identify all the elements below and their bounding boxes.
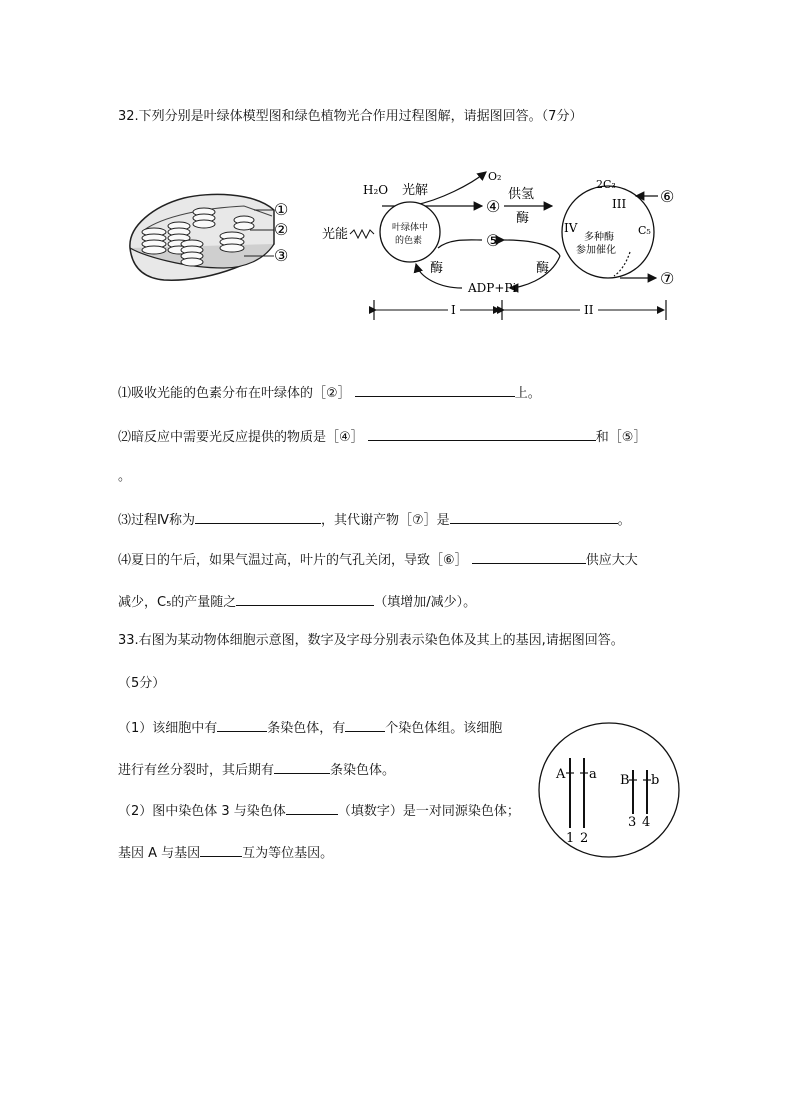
multi-enzyme-line2: 参加催化 [576,245,616,256]
c5-label: C₅ [638,224,651,237]
stage-2-label: II [584,303,594,317]
q32-sub3-blank-2[interactable] [450,509,618,524]
photolysis-label: 光解 [402,183,429,198]
q32-sub4-blank-2[interactable] [236,591,374,606]
chromosome-4-label: 4 [642,815,651,830]
gene-b-label: b [651,773,660,788]
q33-sub2-line2-end: 互为等位基因。 [242,846,334,861]
chromosome-1-label: 1 [566,831,575,846]
enzyme-label-1: 酶 [516,211,530,226]
q32-sub1-text: ⑴吸收光能的色素分布在叶绿体的［②］ [118,386,351,401]
q33-sub1-blank-1[interactable] [217,717,267,732]
pigment-label-line2: 的色素 [395,236,423,246]
product-4-label: ④ [486,197,501,216]
chromosome-2-label: 2 [580,831,589,846]
q33-score: （5分） [118,676,166,691]
o2-label: O₂ [488,170,502,183]
pigment-label-line1: 叶绿体中 [392,223,429,233]
enzyme-label-3: 酶 [536,261,550,276]
q32-title: 32.下列分别是叶绿体模型图和绿色植物光合作用过程图解，请据图回答。（7分） [118,109,583,124]
q33-sub2-line2-text: 基因 A 与基因 [118,846,201,861]
q32-sub4 [118,549,638,570]
q32-sub1-end: 上。 [514,386,541,401]
q32-sub2 [118,426,646,447]
q33-sub2 [118,800,520,821]
input-6-label: ⑥ [660,187,675,206]
q32-sub4-line2-end: （填增加/减少）。 [374,595,477,610]
enzyme-label-2: 酶 [430,261,444,276]
q33-sub1-line2-text: 进行有丝分裂时，其后期有 [118,763,275,778]
q33-sub2-text: （2）图中染色体 3 与染色体 [118,804,286,819]
q33-sub1-line2 [118,759,395,780]
q33-sub1-mid: 条染色体，有 [267,721,346,736]
q32-sub3-mid: ，其代谢产物［⑦］是 [321,513,450,528]
hydrogen-supply-label: 供氢 [508,187,535,202]
gene-a-label: a [589,767,597,782]
q32-sub4-line2-text: 减少，C₅的产量随之 [118,595,237,610]
q33-sub2-blank-1[interactable] [286,800,338,815]
q33-sub1-blank-2[interactable] [345,717,385,732]
multi-enzyme-line1: 多种酶 [584,232,614,243]
q32-sub2-text: ⑵暗反应中需要光反应提供的物质是［④］ [118,430,364,445]
q33-sub1-blank-3[interactable] [274,759,330,774]
q32-sub1-blank[interactable] [355,382,515,397]
q32-sub4-blank-1[interactable] [472,549,586,564]
chloroplast-label-3: ③ [274,246,289,265]
q33-title: 33.右图为某动物体细胞示意图，数字及字母分别表示染色体及其上的基因,请据图回答。 [118,633,624,648]
two-c3-label: 2C₃ [596,178,616,191]
adp-pi-label: ADP+Pi [468,281,517,295]
light-energy-label: 光能 [322,227,349,242]
q33-sub2-end: （填数字）是一对同源染色体； [337,804,520,819]
q32-sub3 [118,509,631,530]
q33-sub2-line2 [118,842,333,863]
cell-diagram [536,720,682,860]
photosynthesis-process-diagram [320,160,690,330]
chromosome-3-label: 3 [628,815,637,830]
q32-sub4-post: 供应大大 [585,553,638,568]
gene-B-label: B [620,773,630,788]
roman-4-label: IV [564,221,578,235]
roman-3-label: III [612,197,627,211]
product-5-label: ⑤ [486,231,501,250]
q33-sub2-blank-2[interactable] [200,842,242,857]
q32-sub3-blank-1[interactable] [195,509,321,524]
q33-sub1-text: （1）该细胞中有 [118,721,218,736]
stage-1-label: I [451,303,456,317]
q32-sub3-end: 。 [617,513,631,528]
q33-sub1-end: 个染色体组。该细胞 [385,721,503,736]
q32-sub3-text: ⑶过程Ⅳ称为 [118,513,195,528]
gene-A-label: A [556,767,566,782]
chloroplast-label-1: ① [274,200,289,219]
q32-sub1 [118,382,541,403]
chloroplast-label-2: ② [274,220,289,239]
q32-sub2-end: 。 [118,469,132,484]
chloroplast-model [124,186,300,290]
q32-sub2-blank-1[interactable] [368,426,596,441]
q32-sub4-text: ⑷夏日的午后，如果气温过高，叶片的气孔关闭，导致［⑥］ [118,553,468,568]
q33-sub1 [118,717,502,738]
h2o-label: H₂O [363,183,389,197]
q32-sub2-mid: 和［⑤］ [595,430,647,445]
q33-sub1-line2-end: 条染色体。 [330,763,396,778]
product-7-label: ⑦ [660,269,675,288]
q32-sub4-line2 [118,591,476,612]
